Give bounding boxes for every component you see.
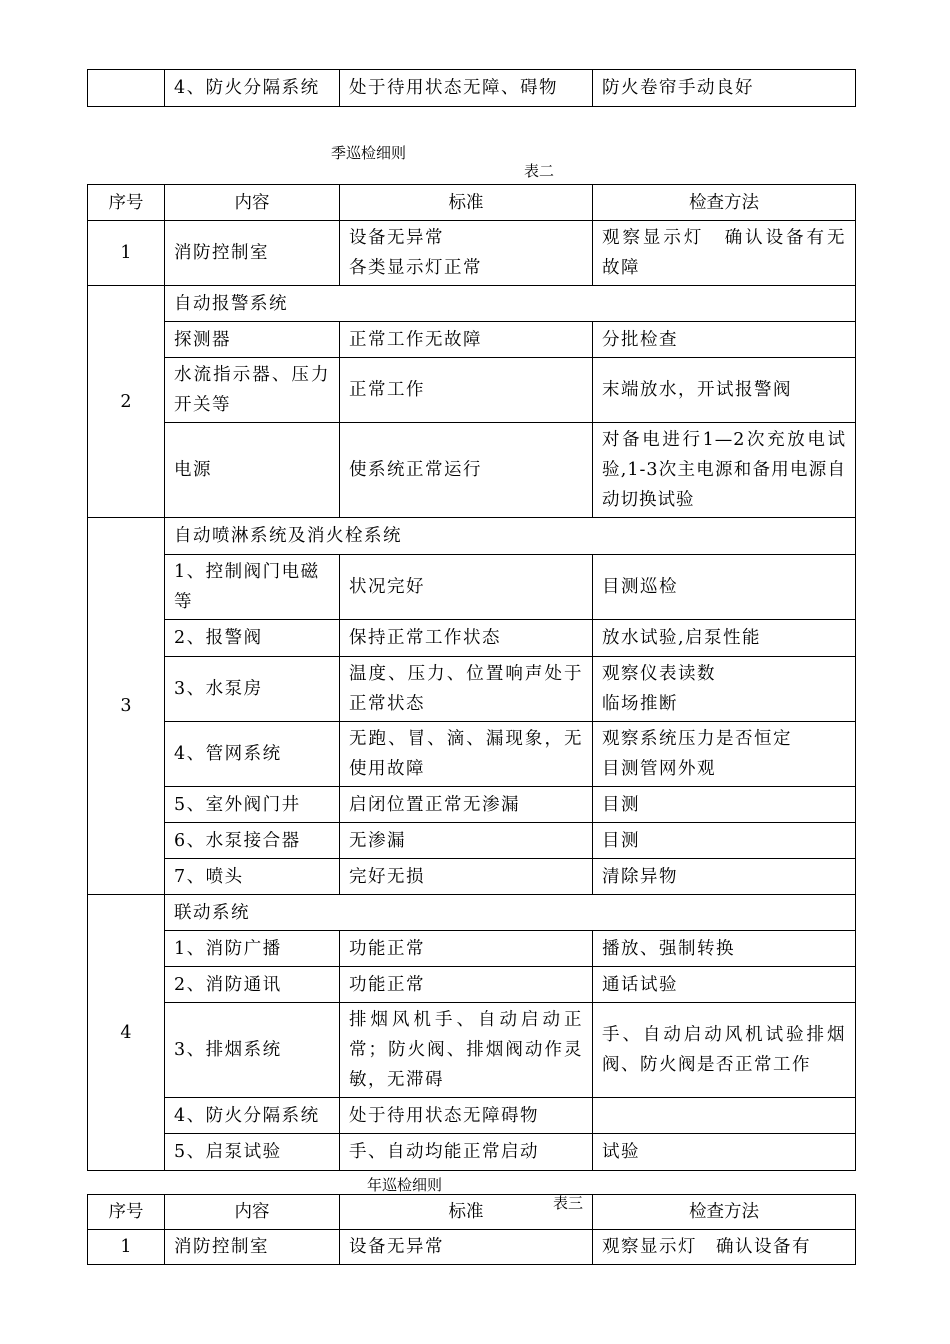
standard-cell: 状况完好 bbox=[340, 555, 593, 620]
seq-cell: 2 bbox=[88, 286, 165, 518]
method-cell: 对备电进行1—2次充放电试验,1-3次主电源和备用电源自动切换试验 bbox=[593, 423, 856, 518]
header-seq: 序号 bbox=[88, 185, 165, 221]
content-cell: 3、排烟系统 bbox=[165, 1003, 340, 1098]
table-row bbox=[88, 859, 856, 895]
method-cell: 通话试验 bbox=[593, 967, 856, 1003]
content-cell: 消防控制室 bbox=[165, 1230, 340, 1265]
table-row bbox=[88, 931, 856, 967]
group-title-cell: 联动系统 bbox=[165, 895, 856, 931]
table-row bbox=[88, 1230, 856, 1265]
standard-cell: 启闭位置正常无渗漏 bbox=[340, 787, 593, 823]
header-method: 检查方法 bbox=[593, 1195, 856, 1230]
table-row bbox=[88, 787, 856, 823]
method-cell: 观察显示灯 确认设备有无故障 bbox=[593, 221, 856, 286]
seq-cell: 1 bbox=[88, 1230, 165, 1265]
caption-label: 表二 bbox=[524, 162, 555, 180]
table-row bbox=[88, 358, 856, 423]
standard-cell: 正常工作无故障 bbox=[340, 322, 593, 358]
standard-cell: 功能正常 bbox=[340, 967, 593, 1003]
table-row bbox=[88, 1098, 856, 1134]
table-row bbox=[88, 967, 856, 1003]
caption-title: 年巡检细则 bbox=[367, 1176, 443, 1194]
header-seq: 序号 bbox=[88, 1195, 165, 1230]
method-cell: 观察系统压力是否恒定 目测管网外观 bbox=[593, 722, 856, 787]
method-cell: 防火卷帘手动良好 bbox=[593, 70, 856, 107]
method-cell: 观察显示灯 确认设备有 bbox=[593, 1230, 856, 1265]
standard-cell: 保持正常工作状态 bbox=[340, 620, 593, 657]
seq-cell: 4 bbox=[88, 895, 165, 1171]
standard-cell: 使系统正常运行 bbox=[340, 423, 593, 518]
seq-cell: 3 bbox=[88, 518, 165, 895]
table-row bbox=[88, 70, 856, 107]
content-cell: 4、防火分隔系统 bbox=[165, 1098, 340, 1134]
previous-table-tail bbox=[87, 69, 856, 107]
standard-cell: 功能正常 bbox=[340, 931, 593, 967]
table-row bbox=[88, 823, 856, 859]
table-header-row bbox=[88, 1195, 856, 1230]
content-cell: 2、报警阀 bbox=[165, 620, 340, 657]
method-cell: 放水试验,启泵性能 bbox=[593, 620, 856, 657]
group-title-cell: 自动喷淋系统及消火栓系统 bbox=[165, 518, 856, 555]
seq-cell bbox=[88, 70, 165, 107]
header-content: 内容 bbox=[165, 1195, 340, 1230]
method-cell: 播放、强制转换 bbox=[593, 931, 856, 967]
table-header-row bbox=[88, 185, 856, 221]
content-cell: 6、水泵接合器 bbox=[165, 823, 340, 859]
header-standard: 标准 bbox=[340, 1195, 593, 1230]
standard-cell: 手、自动均能正常启动 bbox=[340, 1134, 593, 1171]
standard-cell: 排烟风机手、自动启动正常；防火阀、排烟阀动作灵敏，无滞碍 bbox=[340, 1003, 593, 1098]
method-cell: 试验 bbox=[593, 1134, 856, 1171]
table-row bbox=[88, 657, 856, 722]
table-row bbox=[88, 286, 856, 322]
content-cell: 4、防火分隔系统 bbox=[165, 70, 340, 107]
standard-cell: 设备无异常 bbox=[340, 1230, 593, 1265]
content-cell: 电源 bbox=[165, 423, 340, 518]
standard-cell: 完好无损 bbox=[340, 859, 593, 895]
standard-cell: 处于待用状态无障碍物 bbox=[340, 1098, 593, 1134]
header-method: 检查方法 bbox=[593, 185, 856, 221]
group-title-cell: 自动报警系统 bbox=[165, 286, 856, 322]
content-cell: 消防控制室 bbox=[165, 221, 340, 286]
method-cell: 手、自动启动风机试验排烟阀、防火阀是否正常工作 bbox=[593, 1003, 856, 1098]
method-cell: 目测巡检 bbox=[593, 555, 856, 620]
table-row bbox=[88, 620, 856, 657]
content-cell: 7、喷头 bbox=[165, 859, 340, 895]
header-standard: 标准 bbox=[340, 185, 593, 221]
content-cell: 探测器 bbox=[165, 322, 340, 358]
content-cell: 水流指示器、压力开关等 bbox=[165, 358, 340, 423]
method-cell: 目测 bbox=[593, 787, 856, 823]
table-row bbox=[88, 722, 856, 787]
standard-cell: 温度、压力、位置响声处于正常状态 bbox=[340, 657, 593, 722]
table-row bbox=[88, 518, 856, 555]
method-cell: 清除异物 bbox=[593, 859, 856, 895]
content-cell: 1、控制阀门电磁等 bbox=[165, 555, 340, 620]
content-cell: 5、启泵试验 bbox=[165, 1134, 340, 1171]
standard-cell: 无跑、冒、滴、漏现象，无使用故障 bbox=[340, 722, 593, 787]
method-cell bbox=[593, 1098, 856, 1134]
content-cell: 1、消防广播 bbox=[165, 931, 340, 967]
content-cell: 4、管网系统 bbox=[165, 722, 340, 787]
content-cell: 2、消防通讯 bbox=[165, 967, 340, 1003]
table-row bbox=[88, 1003, 856, 1098]
quarterly-inspection-table bbox=[87, 184, 856, 1171]
method-cell: 目测 bbox=[593, 823, 856, 859]
table-row bbox=[88, 555, 856, 620]
standard-cell: 处于待用状态无障、碍物 bbox=[340, 70, 593, 107]
method-cell: 末端放水，开试报警阀 bbox=[593, 358, 856, 423]
table-row bbox=[88, 221, 856, 286]
table-row bbox=[88, 423, 856, 518]
standard-cell: 设备无异常 各类显示灯正常 bbox=[340, 221, 593, 286]
seq-cell: 1 bbox=[88, 221, 165, 286]
caption-label: 表三 bbox=[553, 1194, 584, 1212]
method-cell: 分批检查 bbox=[593, 322, 856, 358]
table-caption-quarterly bbox=[0, 124, 950, 178]
annual-inspection-table bbox=[87, 1194, 856, 1265]
method-cell: 观察仪表读数 临场推断 bbox=[593, 657, 856, 722]
caption-title: 季巡检细则 bbox=[331, 144, 407, 162]
standard-cell: 正常工作 bbox=[340, 358, 593, 423]
header-content: 内容 bbox=[165, 185, 340, 221]
standard-cell: 无渗漏 bbox=[340, 823, 593, 859]
table-row bbox=[88, 895, 856, 931]
content-cell: 5、室外阀门井 bbox=[165, 787, 340, 823]
table-row bbox=[88, 322, 856, 358]
content-cell: 3、水泵房 bbox=[165, 657, 340, 722]
